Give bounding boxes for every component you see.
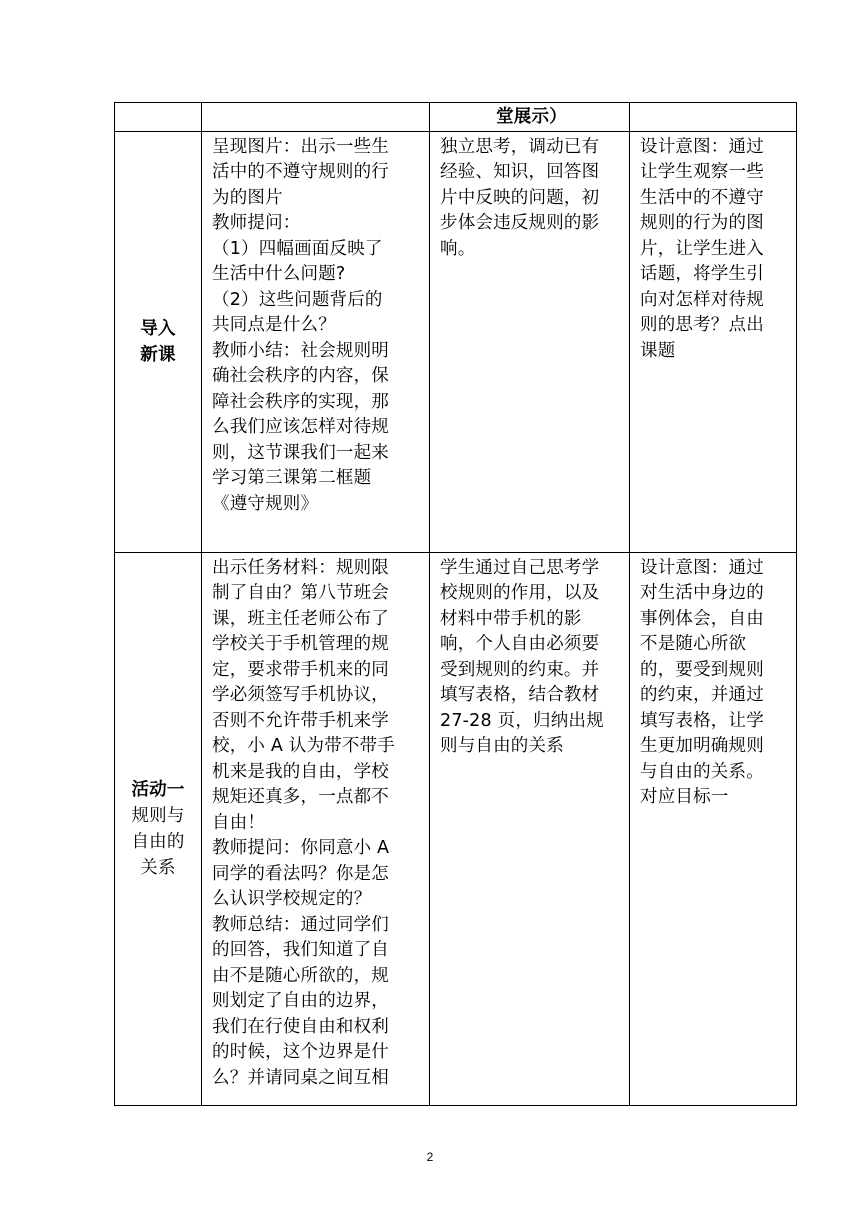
section-title-line: 新课 [140,344,176,365]
section-title-line: 导入 [140,318,176,339]
design-intent-cell [630,552,797,1105]
page-number: 2 [426,1150,434,1164]
teacher-activity-cell [202,552,430,1105]
table-header-row [115,103,797,132]
section-cell [115,552,202,1105]
header-cell-intent [630,103,797,132]
section-cell [115,131,202,552]
lesson-plan-table [114,102,797,1106]
section-subtitle: 规则与 自由的 关系 [131,805,185,878]
teacher-activity-text: 出示任务材料：规则限 制了自由？第八节班会 课，班主任老师公布了 学校关于手机管理的规 定，要求带手机来的同 学必须签写手机协议， 否则不允许带手机来学 校，小 A 认为带不带手 机来是我的自由，学校 规矩还真多，一点都不 自由！ 教师提问：你同意小 A 同学的看法吗？你是怎 么认识学校规定的？ 教师总结：通过同学们 的回答，我们知道了自 由不是随心所欲的，规 则划定了自由的边界， 我们在行使自由和权利 的时候，这个边界是什 么？并请同桌之间互相 [212,557,395,1088]
design-intent-cell [630,131,797,552]
header-cell-teacher [202,103,430,132]
design-intent-text: 设计意图：通过 对生活中身边的 事例体会，自由 不是随心所欲 的，要受到规则 的约束，并通过 填写表格，让学 生更加明确规则 与自由的关系。 对应目标一 [640,557,764,807]
student-activity-text: 学生通过自己思考学 校规则的作用，以及 材料中带手机的影 响，个人自由必须要 受到规则的约束。并 填写表格，结合教材 27-28 页，归纳出规 则与自由的关系 [440,557,604,756]
student-activity-cell [430,552,630,1105]
teacher-activity-cell [202,131,430,552]
table-row [115,552,797,1105]
student-activity-text: 独立思考，调动已有 经验、知识，回答图 片中反映的问题，初 步体会违反规则的影 响。 [440,136,600,259]
student-activity-cell [430,131,630,552]
teacher-activity-text: 呈现图片：出示一些生 活中的不遵守规则的行 为的图片 教师提问： （1）四幅画面反映了 生活中什么问题? （2）这些问题背后的 共同点是什么？ 教师小结：社会规则明 确社会秩序的内容，保 障社会秩序的实现，那 么我们应该怎样对待规 则，这节课我们一起来 学习第三课第二框题 《遵守规则》 [212,136,389,514]
header-cell-section [115,103,202,132]
design-intent-text: 设计意图：通过 让学生观察一些 生活中的不遵守 规则的行为的图 片，让学生进入 话题，将学生引 向对怎样对待规 则的思考？点出 课题 [640,136,764,361]
header-cell-student: 堂展示） [430,103,630,132]
table-row [115,131,797,552]
section-title-line: 活动一 [131,779,185,800]
